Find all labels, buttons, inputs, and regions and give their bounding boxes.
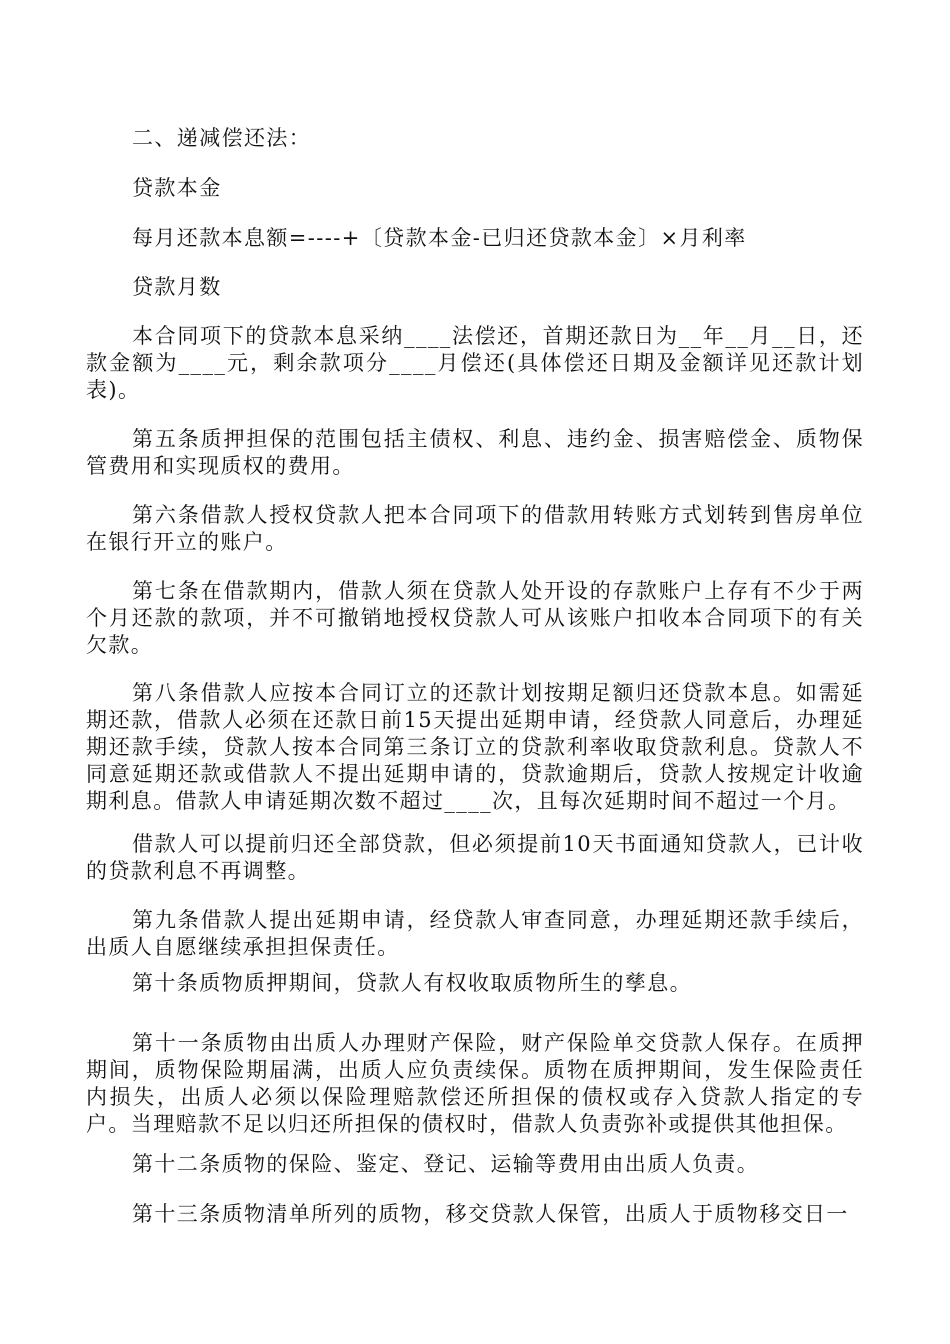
heading-repayment-method: 二、递减偿还法： — [132, 126, 312, 150]
paragraph-early-repayment: 借款人可以提前归还全部贷款，但必须提前10天书面通知贷款人，已计收的贷款利息不再调整。 — [86, 832, 864, 883]
formula-monthly-payment: 每月还款本息额=----+〔贷款本金-已归还贷款本金〕×月利率 — [132, 226, 747, 250]
paragraph-article-10: 第十条质物质押期间，贷款人有权收取质物所生的孳息。 — [132, 971, 692, 995]
paragraph-article-7: 第七条在借款期内，借款人须在贷款人处开设的存款账户上存有不少于两个月还款的款项，并不可撤销地授权贷款人可从该账户扣收本合同项下的有关欠款。 — [86, 579, 864, 657]
formula-numerator-label: 贷款本金 — [132, 176, 222, 200]
document-page — [86, 0, 864, 1344]
paragraph-article-5: 第五条质押担保的范围包括主债权、利息、违约金、损害赔偿金、质物保管费用和实现质权的费用。 — [86, 427, 864, 478]
paragraph-repayment-terms: 本合同项下的贷款本息采纳____法偿还，首期还款日为__年__月__日，还款金额为____元，剩余款项分____月偿还(具体偿还日期及金额详见还款计划表)。 — [86, 324, 864, 402]
paragraph-article-9: 第九条借款人提出延期申请，经贷款人审查同意，办理延期还款手续后，出质人自愿继续承担担保责任。 — [86, 908, 864, 959]
paragraph-article-6: 第六条借款人授权贷款人把本合同项下的借款用转账方式划转到售房单位在银行开立的账户。 — [86, 503, 864, 554]
paragraph-article-8: 第八条借款人应按本合同订立的还款计划按期足额归还贷款本息。如需延期还款，借款人必须在还款日前15天提出延期申请，经贷款人同意后，办理延期还款手续，贷款人按本合同第三条订立的贷款利率收取贷款利息。贷款人不同意延期还款或借款人不提出延期申请的，贷款逾期后，贷款人按规定计收逾期利息。借款人申请延期次数不超过____次，且每次延期时间不超过一个月。 — [86, 681, 864, 813]
paragraph-article-13: 第十三条质物清单所列的质物，移交贷款人保管，出质人于质物移交日一 — [132, 1202, 849, 1226]
formula-denominator-label: 贷款月数 — [132, 275, 222, 299]
paragraph-article-11: 第十一条质物由出质人办理财产保险，财产保险单交贷款人保存。在质押期间，质物保险期届满，出质人应负责续保。质物在质押期间，发生保险责任内损失，出质人必须以保险理赔款偿还所担保的债权或存入贷款人指定的专户。当理赔款不足以归还所担保的债权时，借款人负责弥补或提供其他担保。 — [86, 1031, 864, 1136]
paragraph-article-12: 第十二条质物的保险、鉴定、登记、运输等费用由出质人负责。 — [132, 1152, 760, 1176]
